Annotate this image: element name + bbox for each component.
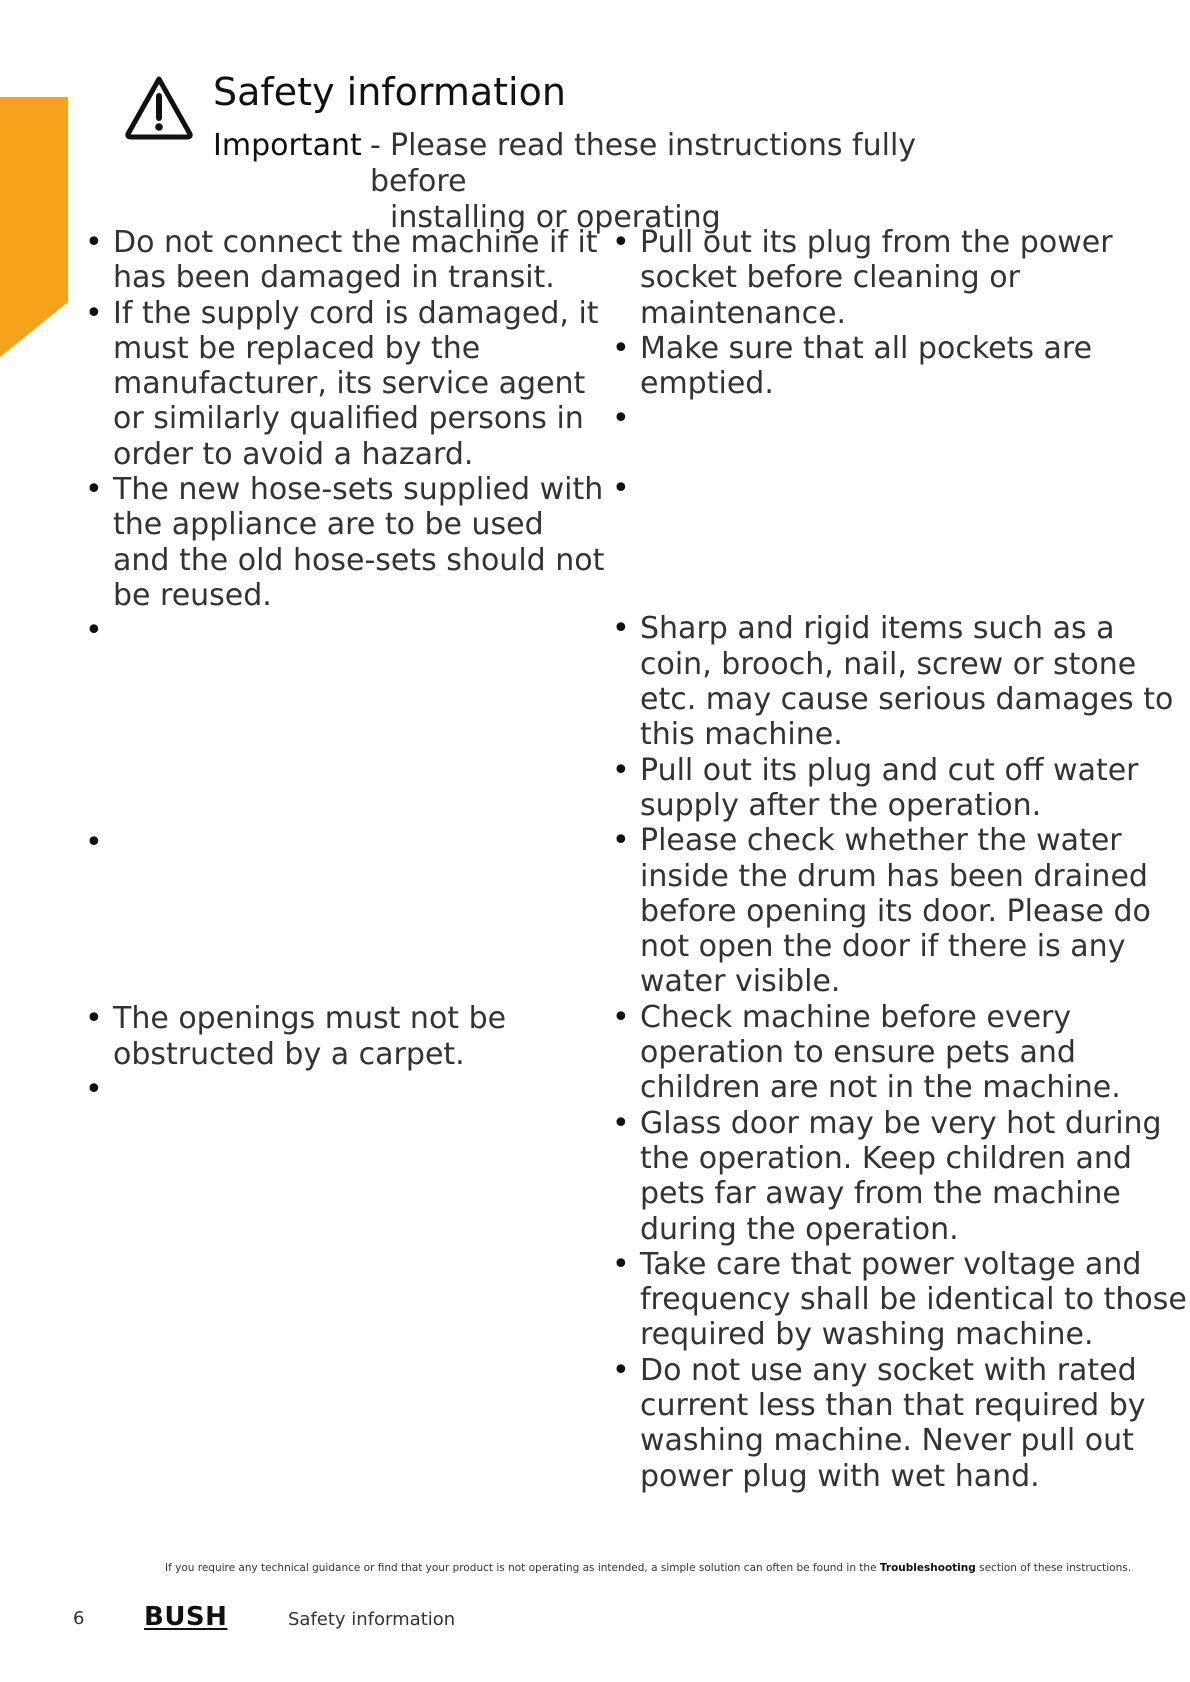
bush-logo: BUSH bbox=[144, 1602, 228, 1632]
footnote-text: If you require any technical guidance or find that your product is not operating as intended, a simple solution can often be found in the bbox=[165, 1562, 877, 1574]
list-item bbox=[612, 401, 1190, 471]
list-item: • Take care that power voltage and frequency shall be identical to those required by washing machine. bbox=[612, 1247, 1190, 1353]
list-item: • Do not use any socket with rated current less than that required by washing machine. Never pull out power plug with wet hand. bbox=[612, 1353, 1190, 1494]
orange-tab bbox=[0, 97, 68, 357]
list-item: • Pull out its plug from the power socket before cleaning or maintenance. bbox=[612, 225, 1190, 331]
list-item: • Make sure that all pockets are emptied. bbox=[612, 331, 1190, 402]
warning-icon bbox=[124, 74, 194, 140]
footnote bbox=[165, 1562, 1131, 1574]
footnote-text-end: section of these instructions. bbox=[979, 1562, 1132, 1574]
list-item: • Please check whether the water inside the drum has been drained before opening its door. Please do not open the door if there is any water visible. bbox=[612, 823, 1190, 999]
list-item: • Do not connect the machine if it has been damaged in transit. bbox=[85, 225, 605, 296]
list-item: • If the supply cord is damaged, it must be replaced by the manufacturer, its service agent or similarly qualified persons in order to avoid a hazard. bbox=[85, 296, 605, 472]
list-item bbox=[612, 471, 1190, 611]
important-line-1: Please read these instructions fully before bbox=[370, 128, 917, 199]
list-item bbox=[85, 613, 605, 825]
important-line-2: installing or operating bbox=[390, 200, 721, 235]
left-bullet-list bbox=[85, 225, 605, 1107]
footer-section-title: Safety information bbox=[288, 1609, 456, 1630]
important-note bbox=[370, 128, 1010, 236]
page-title: Safety information bbox=[213, 70, 566, 114]
list-item bbox=[85, 825, 605, 1001]
list-item: • Glass door may be very hot during the operation. Keep children and pets far away from the machine during the operation. bbox=[612, 1106, 1190, 1247]
list-item: • The new hose-sets supplied with the appliance are to be used and the old hose-sets should not be reused. bbox=[85, 472, 605, 613]
list-item: • Check machine before every operation to ensure pets and children are not in the machine. bbox=[612, 1000, 1190, 1106]
list-item bbox=[85, 1072, 605, 1107]
right-bullet-list bbox=[612, 225, 1190, 1494]
list-item: • Pull out its plug and cut off water supply after the operation. bbox=[612, 753, 1190, 824]
dash: - bbox=[370, 128, 381, 163]
page-number: 6 bbox=[73, 1608, 85, 1629]
troubleshooting-reference: Troubleshooting bbox=[879, 1562, 976, 1574]
important-label: Important bbox=[213, 128, 362, 163]
list-item: • The openings must not be obstructed by a carpet. bbox=[85, 1001, 605, 1072]
list-item: • Sharp and rigid items such as a coin, brooch, nail, screw or stone etc. may cause serious damages to this machine. bbox=[612, 611, 1190, 752]
